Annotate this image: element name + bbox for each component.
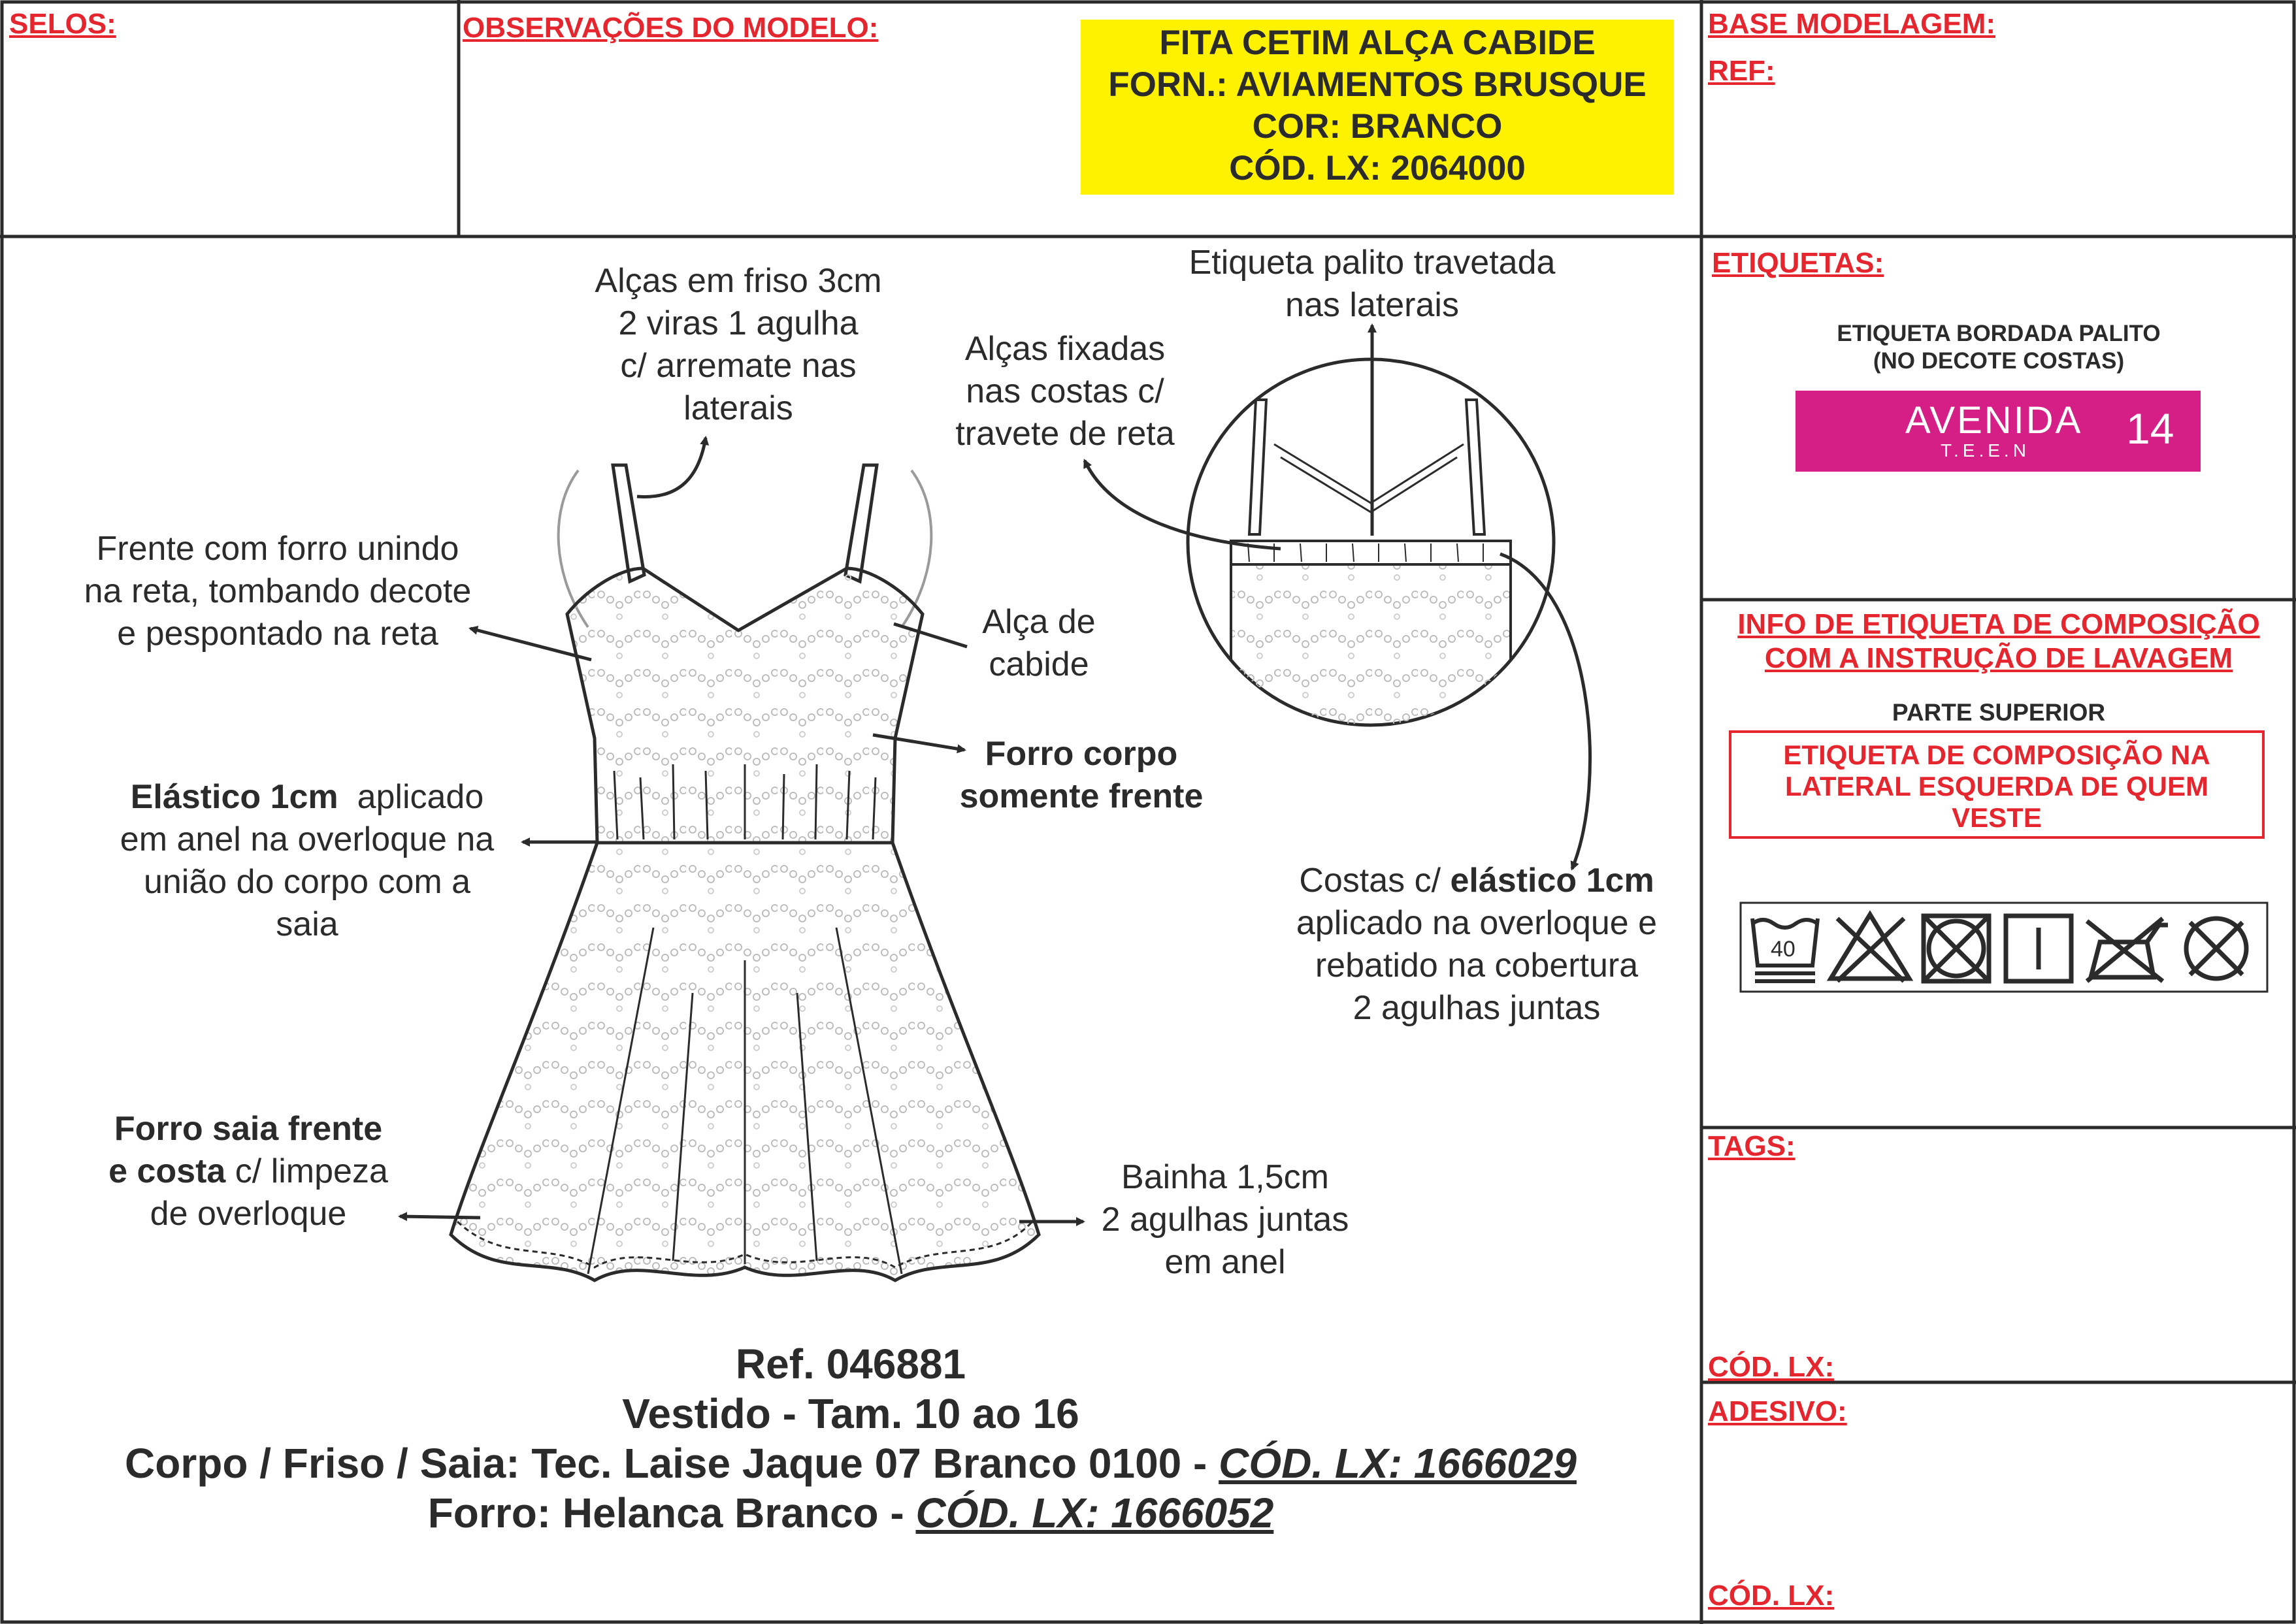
info-title-line: COM A INSTRUÇÃO DE LAVAGEM [1764,642,2233,674]
annotation-line: e pespontado na reta [117,615,438,653]
etiqueta-desc-line: (NO DECOTE COSTAS) [1873,348,2125,374]
product-forro [0,1488,1701,1538]
annotation-line: laterais [683,389,793,427]
ref-label: REF: [1708,55,1775,87]
brand-name: AVENIDA [1905,399,2083,442]
fita-line: CÓD. LX: 2064000 [1229,149,1526,187]
etiqueta-description [1701,320,2296,375]
info-composicao-title [1701,608,2296,675]
annotation-etiqueta-palito [1150,242,1594,327]
annotation-line: aplicado na overloque e [1296,904,1658,942]
annotation-line [98,1150,399,1193]
product-ref: Ref. 046881 [735,1340,966,1388]
annotation-line: rebatido na cobertura [1315,947,1639,984]
annotation-line: 2 agulhas juntas [1353,989,1601,1027]
annotation-line: Frente com forro unindo [96,530,459,568]
annotation-elastico [78,776,536,946]
annotation-line: Bainha 1,5cm [1121,1158,1329,1196]
etiqueta-desc-line: ETIQUETA BORDADA PALITO [1837,321,2161,346]
adesivo-label: ADESIVO: [1708,1395,1847,1427]
annotation-line: Alças em friso 3cm [595,262,882,300]
tags-label: TAGS: [1708,1130,1796,1162]
wash-temp: 40 [1771,937,1796,962]
adesivo-cod-label: CÓD. LX: [1708,1580,1835,1612]
annotation-line: de overloque [150,1195,347,1233]
composicao-line: LATERAL ESQUERDA DE QUEM [1785,771,2208,802]
product-name: Vestido - Tam. 10 ao 16 [622,1390,1079,1437]
annotation-line: Alça de [982,603,1096,641]
annotation-bold-text: Elástico 1cm [130,778,338,816]
fita-line: FORN.: AVIAMENTOS BRUSQUE [1108,65,1647,104]
annotation-alcas-fixadas [921,328,1209,455]
annotation-text: c/ limpeza [235,1152,388,1190]
annotation-line: união do corpo com a [143,863,471,901]
observacoes-label: OBSERVAÇÕES DO MODELO: [463,12,879,44]
forro-text: Forro: Helanca Branco - [427,1489,916,1536]
fita-line: FITA CETIM ALÇA CABIDE [1159,24,1596,62]
etiquetas-label: ETIQUETAS: [1712,247,1884,279]
annotation-line: Etiqueta palito travetada [1189,244,1556,282]
annotation-alcas-friso [568,260,908,430]
annotation-line: Forro saia frente [114,1110,383,1148]
annotation-line: c/ arremate nas [620,347,857,385]
annotation-line: 2 agulhas juntas [1101,1201,1349,1239]
tags-cod-label: CÓD. LX: [1708,1351,1835,1383]
base-modelagem-label: BASE MODELAGEM: [1708,8,1995,40]
annotation-text: aplicado [357,778,484,816]
info-title-line: INFO DE ETIQUETA DE COMPOSIÇÃO [1737,608,2260,640]
annotation-text: Costas c/ [1299,862,1441,900]
annotation-line: em anel na overloque na [120,820,495,858]
annotation-bainha [1072,1156,1379,1284]
annotation-forro-saia [98,1108,399,1235]
annotation-line [78,776,536,819]
corpo-cod: CÓD. LX: 1666029 [1219,1440,1577,1487]
annotation-line: 2 viras 1 agulha [618,304,859,342]
annotation-bold-text: e costa [108,1152,226,1190]
annotation-line: em anel [1164,1243,1286,1281]
annotation-line: na reta, tombando decote [84,572,472,610]
annotation-line: nas costas c/ [966,372,1164,410]
product-footer [0,1339,1701,1538]
fita-line: COR: BRANCO [1252,107,1503,146]
annotation-line: Forro corpo [985,735,1178,773]
brand-sub: T.E.E.N [1941,440,2030,461]
annotation-costas-elastico [1255,860,1699,1030]
brand-label-avenida-teen [1796,391,2201,472]
annotation-line: nas laterais [1285,286,1459,324]
annotation-line: somente frente [959,777,1204,815]
composicao-line: VESTE [1952,802,2042,833]
annotation-line: cabide [989,645,1089,683]
product-corpo [0,1438,1701,1488]
forro-cod: CÓD. LX: 1666052 [915,1489,1274,1536]
annotation-frente-forro [52,528,503,655]
parte-superior-label: PARTE SUPERIOR [1892,699,2106,726]
annotation-line: Alças fixadas [964,330,1166,368]
composicao-line: ETIQUETA DE COMPOSIÇÃO NA [1783,739,2210,770]
annotation-line: travete de reta [955,415,1175,453]
annotation-line: saia [276,905,338,943]
care-symbols-strip [1739,901,2269,993]
selos-label: SELOS: [9,8,116,40]
brand-size: 14 [2126,404,2174,453]
dress-front-sketch [451,465,1039,1280]
annotation-line [1255,860,1699,902]
composicao-box [1729,730,2265,839]
annotation-bold-text: elástico 1cm [1450,862,1654,900]
corpo-text: Corpo / Friso / Saia: Tec. Laise Jaque 07 Branco 0100 - [125,1440,1219,1487]
annotation-alca-cabide [967,601,1111,686]
annotation-forro-corpo [941,733,1222,818]
